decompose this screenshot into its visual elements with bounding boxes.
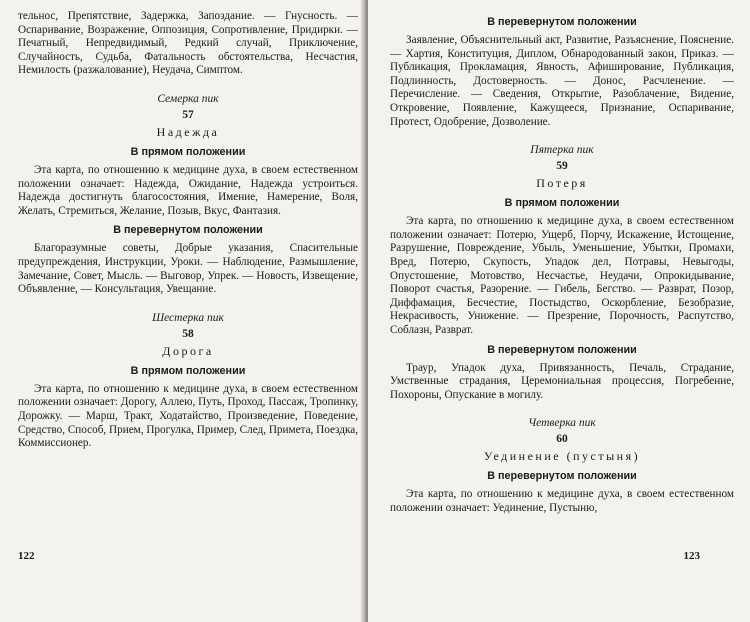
reversed-subheading: В перевернутом положении [487,470,637,483]
right-page [368,0,750,622]
left-page [0,0,366,622]
reversed-subheading: В перевернутом положении [113,224,263,237]
upright-subheading: В прямом положении [130,145,246,158]
card-suit-heading: Шестерка пик [152,311,224,324]
upright-text: Эта карта, по отношению к медицине духа, в своем естественном положении означает: Дорогу, Аллею, Путь, Проход, Пассаж, Тропинку, Дорожку. — Марш, Тракт, Ходатайство, Произведение, Поведение, Средство, Способ, Прием, Прогулка, Пример, След, Примета, Поездка, Коммиссионер. [18,382,358,450]
card-title: Уединение (пустыня) [483,449,641,464]
upright-subheading: В прямом положении [504,197,620,210]
reversed-subheading: В перевернутом положении [487,343,637,356]
card-title: Потеря [536,176,588,191]
page-number: 122 [18,550,35,562]
upright-text: Эта карта, по отношению к медицине духа, в своем естественном положении означает: Потерю, Ущерб, Порчу, Искажение, Истощение, Разрушение, Повреждение, Убыль, Уменьшение, Убытки, Промахи, Вред, Потерю, Скупость, Упадок дел, Потравы, Невыгоды, Опустошение, Мотовство, Несчастье, Неудачи, Опрокидывание, Поворот счастья, Разорение. — Гибель, Бегство. — Разврат, Позор, Диффамация, Бесчестие, Постыдство, Оскорбление, Безобразие, Некрасивость, Унижение. — Презрение, Порочность, Распутство, Соблазн, Разврат. [390,215,734,336]
card-title: Дорога [162,343,214,358]
card-number: 59 [556,160,568,173]
continued-text: тельнос, Препятствие, Задержка, Запоздание. — Гнусность. — Оспаривание, Возражение, Оппозиция, Сопротивление, Придирки. — Печатный, Непредвидимый, Редкий случай, Приключение, Случайность, Судьба, Фатальность обстоятельства, Несчастия, Немилость (разжалование), Неудача, Симптом. [18,10,358,77]
card-suit-heading: Четверка пик [528,417,596,430]
upright-text: Эта карта, по отношению к медицине духа, в своем естественном положении означает: Надежда, Ожидание, Надежда устроиться. Надежда достигнуть благосостояния, Имение, Намерение, Воля, Желать, Стремиться, Желание, Позыв, Вкус, Фантазия. [18,163,358,217]
card-number: 58 [182,327,194,340]
reversed-text: Траур, Упадок духа, Привязанность, Печаль, Страдание, Умственные страдания, Церемониальная процессия, Погребение, Похороны, Опускание в могилу. [390,361,734,401]
reversed-text: Благоразумные советы, Добрые указания, Спасительные предупреждения, Инструкции, Уроки. — Наблюдение, Размышление, Замечание, Совет, Мысль. — Выговор, Упрек. — Новость, Извещение, Объявление, — Консультация, Увещание. [18,242,358,296]
reversed-subheading: В перевернутом положении [487,16,637,28]
page-number: 123 [683,550,700,562]
upright-subheading: В прямом положении [130,364,246,377]
card-number: 57 [182,108,194,121]
card-suit-heading: Пятерка пик [530,144,594,157]
card-number: 60 [556,433,568,446]
card-title: Надежда [156,124,220,139]
reversed-text: Эта карта, по отношению к медицине духа, в своем естественном положении означает: Уединение, Пустыню, [390,488,734,514]
card-suit-heading: Семерка пик [157,92,219,105]
reversed-text: Заявление, Объяснительный акт, Развитие, Разъяснение, Пояснение. — Хартия, Конституция, Диплом, Обнародованный закон, Приказ. — Публикация, Прокламация, Явность, Афиширование, Публикация, Подлинность, Достоверность. — Донос, Расчленение. — Перечисление. — Сведения, Открытие, Разоблачение, Видение, Откровение, Появление, Кажущееся, Признание, Оспаривание, Протест, Одобрение, Дозволение. [390,34,734,128]
